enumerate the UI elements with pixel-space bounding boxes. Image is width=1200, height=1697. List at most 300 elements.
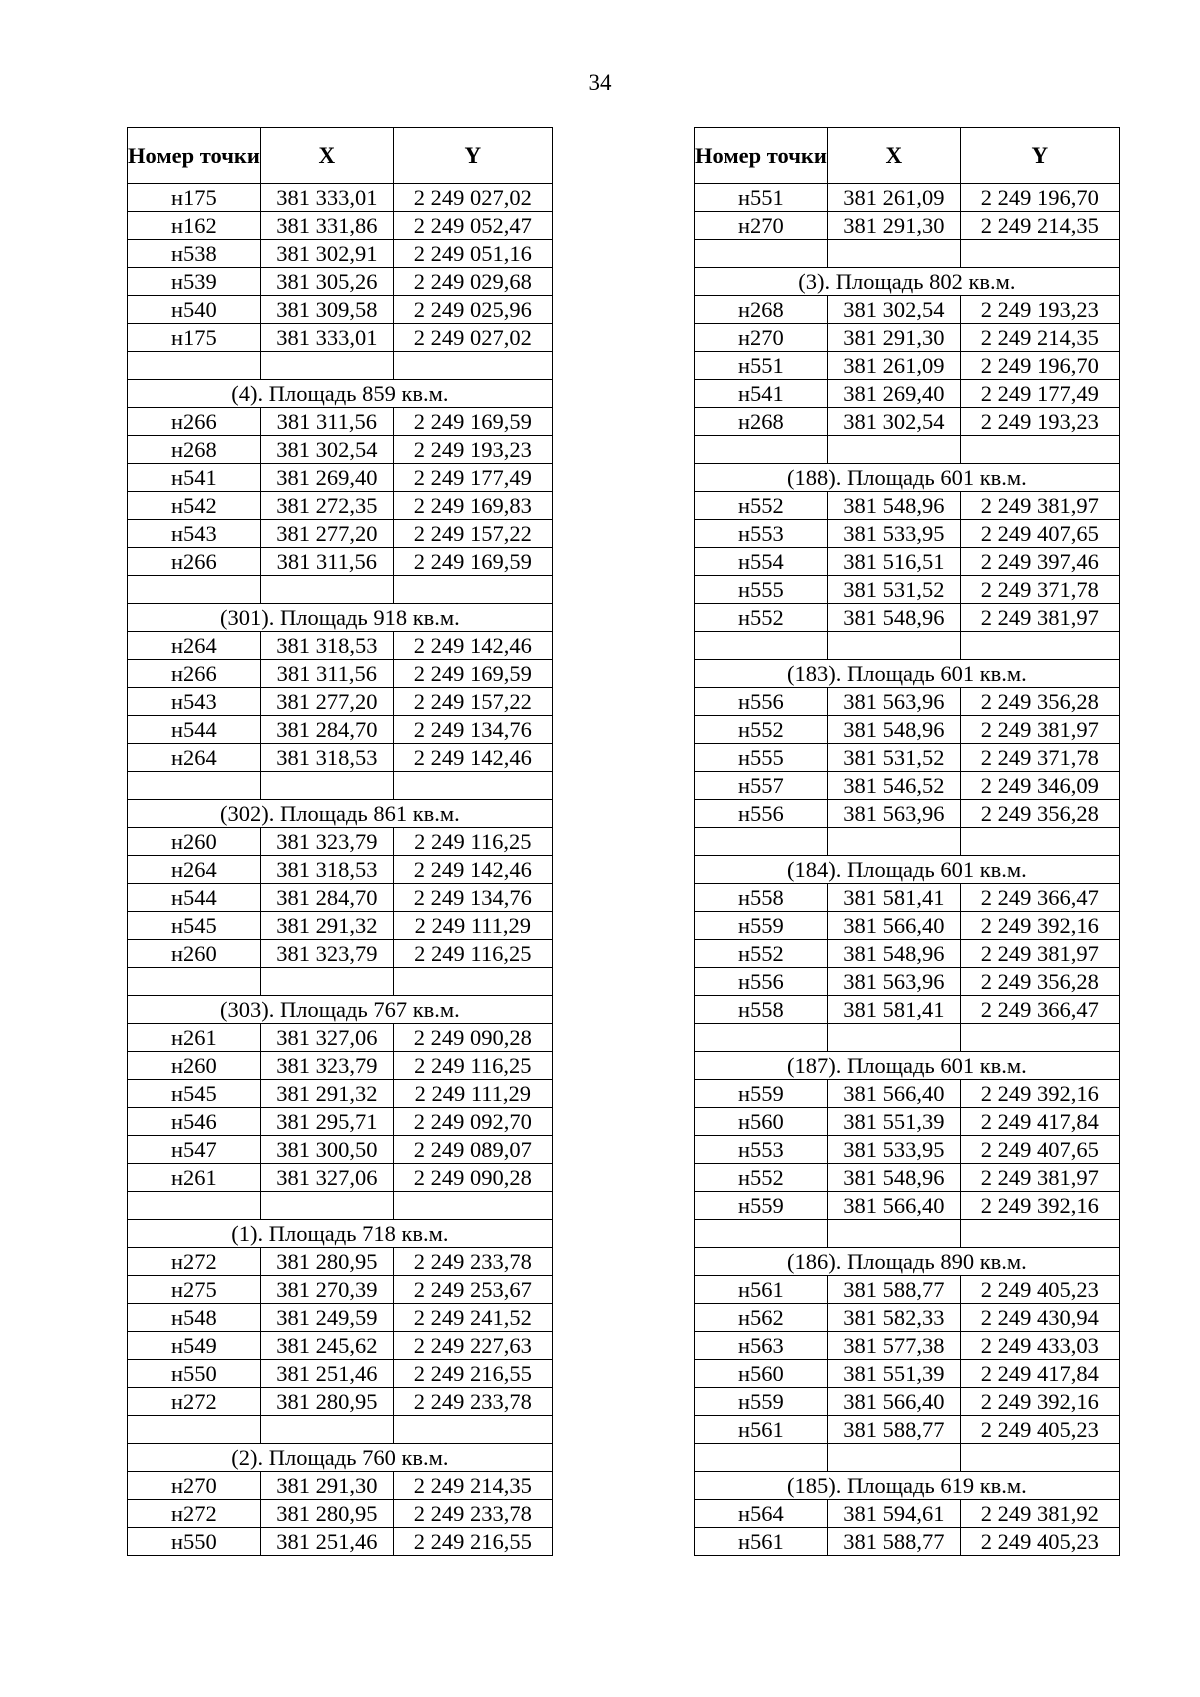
table-row xyxy=(128,296,553,324)
table-row xyxy=(128,1500,553,1528)
y-coordinate-cell: 2 249 196,70 xyxy=(960,184,1119,212)
empty-cell xyxy=(827,828,960,856)
y-coordinate-cell: 2 249 417,84 xyxy=(960,1108,1119,1136)
point-number-cell: н175 xyxy=(128,184,261,212)
x-coordinate-cell: 381 563,96 xyxy=(827,800,960,828)
empty-cell xyxy=(393,352,552,380)
point-number-cell: н563 xyxy=(695,1332,828,1360)
point-number-cell: н552 xyxy=(695,604,828,632)
section-title-row xyxy=(128,1444,553,1472)
y-coordinate-cell: 2 249 433,03 xyxy=(960,1332,1119,1360)
point-number-cell: н558 xyxy=(695,996,828,1024)
x-coordinate-cell: 381 581,41 xyxy=(827,884,960,912)
x-coordinate-cell: 381 548,96 xyxy=(827,716,960,744)
header-x: X xyxy=(260,128,393,184)
point-number-cell: н541 xyxy=(695,380,828,408)
point-number-cell: н551 xyxy=(695,184,828,212)
point-number-cell: н551 xyxy=(695,352,828,380)
section-title-row xyxy=(128,380,553,408)
x-coordinate-cell: 381 323,79 xyxy=(260,1052,393,1080)
point-number-cell: н546 xyxy=(128,1108,261,1136)
x-coordinate-cell: 381 277,20 xyxy=(260,688,393,716)
y-coordinate-cell: 2 249 397,46 xyxy=(960,548,1119,576)
y-coordinate-cell: 2 249 356,28 xyxy=(960,968,1119,996)
y-coordinate-cell: 2 249 417,84 xyxy=(960,1360,1119,1388)
x-coordinate-cell: 381 566,40 xyxy=(827,1388,960,1416)
section-title-row xyxy=(695,464,1120,492)
section-title: (2). Площадь 760 кв.м. xyxy=(128,1444,553,1472)
y-coordinate-cell: 2 249 227,63 xyxy=(393,1332,552,1360)
y-coordinate-cell: 2 249 214,35 xyxy=(960,212,1119,240)
y-coordinate-cell: 2 249 233,78 xyxy=(393,1500,552,1528)
y-coordinate-cell: 2 249 116,25 xyxy=(393,828,552,856)
point-number-cell: н547 xyxy=(128,1136,261,1164)
table-row xyxy=(695,800,1120,828)
point-number-cell: н561 xyxy=(695,1528,828,1556)
x-coordinate-cell: 381 311,56 xyxy=(260,660,393,688)
table-row xyxy=(695,1192,1120,1220)
header-x: X xyxy=(827,128,960,184)
section-title-row xyxy=(695,1248,1120,1276)
y-coordinate-cell: 2 249 169,59 xyxy=(393,548,552,576)
empty-row xyxy=(695,1444,1120,1472)
x-coordinate-cell: 381 251,46 xyxy=(260,1528,393,1556)
x-coordinate-cell: 381 295,71 xyxy=(260,1108,393,1136)
y-coordinate-cell: 2 249 027,02 xyxy=(393,184,552,212)
empty-row xyxy=(695,828,1120,856)
point-number-cell: н266 xyxy=(128,660,261,688)
point-number-cell: н541 xyxy=(128,464,261,492)
x-coordinate-cell: 381 291,32 xyxy=(260,912,393,940)
table-row xyxy=(128,912,553,940)
x-coordinate-cell: 381 531,52 xyxy=(827,744,960,772)
y-coordinate-cell: 2 249 134,76 xyxy=(393,716,552,744)
point-number-cell: н545 xyxy=(128,912,261,940)
empty-row xyxy=(128,968,553,996)
y-coordinate-cell: 2 249 092,70 xyxy=(393,1108,552,1136)
x-coordinate-cell: 381 318,53 xyxy=(260,744,393,772)
y-coordinate-cell: 2 249 214,35 xyxy=(960,324,1119,352)
table-row xyxy=(128,1360,553,1388)
x-coordinate-cell: 381 566,40 xyxy=(827,1080,960,1108)
x-coordinate-cell: 381 548,96 xyxy=(827,604,960,632)
table-row xyxy=(128,1164,553,1192)
empty-cell xyxy=(260,772,393,800)
section-title-row xyxy=(695,1052,1120,1080)
section-title-row xyxy=(128,800,553,828)
empty-cell xyxy=(695,1444,828,1472)
point-number-cell: н556 xyxy=(695,968,828,996)
empty-cell xyxy=(827,1024,960,1052)
table-row xyxy=(695,1276,1120,1304)
y-coordinate-cell: 2 249 405,23 xyxy=(960,1528,1119,1556)
table-row xyxy=(128,1332,553,1360)
table-row xyxy=(128,1024,553,1052)
table-row xyxy=(128,408,553,436)
y-coordinate-cell: 2 249 090,28 xyxy=(393,1164,552,1192)
table-row xyxy=(695,1108,1120,1136)
empty-cell xyxy=(827,240,960,268)
y-coordinate-cell: 2 249 381,97 xyxy=(960,492,1119,520)
point-number-cell: н552 xyxy=(695,1164,828,1192)
x-coordinate-cell: 381 548,96 xyxy=(827,1164,960,1192)
point-number-cell: н555 xyxy=(695,576,828,604)
x-coordinate-cell: 381 566,40 xyxy=(827,1192,960,1220)
point-number-cell: н538 xyxy=(128,240,261,268)
x-coordinate-cell: 381 551,39 xyxy=(827,1108,960,1136)
x-coordinate-cell: 381 311,56 xyxy=(260,408,393,436)
x-coordinate-cell: 381 280,95 xyxy=(260,1500,393,1528)
table-row xyxy=(128,1472,553,1500)
y-coordinate-cell: 2 249 142,46 xyxy=(393,744,552,772)
point-number-cell: н550 xyxy=(128,1528,261,1556)
table-row xyxy=(128,548,553,576)
y-coordinate-cell: 2 249 241,52 xyxy=(393,1304,552,1332)
y-coordinate-cell: 2 249 381,97 xyxy=(960,940,1119,968)
table-row xyxy=(128,492,553,520)
empty-cell xyxy=(260,576,393,604)
x-coordinate-cell: 381 594,61 xyxy=(827,1500,960,1528)
x-coordinate-cell: 381 309,58 xyxy=(260,296,393,324)
table-row xyxy=(695,1416,1120,1444)
x-coordinate-cell: 381 533,95 xyxy=(827,1136,960,1164)
y-coordinate-cell: 2 249 116,25 xyxy=(393,940,552,968)
x-coordinate-cell: 381 546,52 xyxy=(827,772,960,800)
table-row xyxy=(695,996,1120,1024)
x-coordinate-cell: 381 331,86 xyxy=(260,212,393,240)
empty-cell xyxy=(128,576,261,604)
y-coordinate-cell: 2 249 051,16 xyxy=(393,240,552,268)
point-number-cell: н553 xyxy=(695,1136,828,1164)
empty-row xyxy=(695,436,1120,464)
x-coordinate-cell: 381 311,56 xyxy=(260,548,393,576)
y-coordinate-cell: 2 249 027,02 xyxy=(393,324,552,352)
section-title-row xyxy=(695,856,1120,884)
header-point-number: Номер точки xyxy=(695,128,828,184)
table-row xyxy=(128,1304,553,1332)
table-row xyxy=(128,828,553,856)
y-coordinate-cell: 2 249 392,16 xyxy=(960,912,1119,940)
point-number-cell: н559 xyxy=(695,912,828,940)
x-coordinate-cell: 381 280,95 xyxy=(260,1248,393,1276)
table-row xyxy=(695,184,1120,212)
x-coordinate-cell: 381 318,53 xyxy=(260,856,393,884)
y-coordinate-cell: 2 249 356,28 xyxy=(960,688,1119,716)
table-row xyxy=(128,1080,553,1108)
point-number-cell: н266 xyxy=(128,408,261,436)
empty-cell xyxy=(695,828,828,856)
table-row xyxy=(128,240,553,268)
y-coordinate-cell: 2 249 052,47 xyxy=(393,212,552,240)
empty-cell xyxy=(960,828,1119,856)
table-row xyxy=(695,576,1120,604)
section-title: (1). Площадь 718 кв.м. xyxy=(128,1220,553,1248)
section-title-row xyxy=(695,1472,1120,1500)
point-number-cell: н264 xyxy=(128,856,261,884)
table-row xyxy=(128,436,553,464)
empty-cell xyxy=(960,1444,1119,1472)
table-row xyxy=(128,660,553,688)
point-number-cell: н272 xyxy=(128,1500,261,1528)
table-row xyxy=(128,1388,553,1416)
table-row xyxy=(128,464,553,492)
section-title: (188). Площадь 601 кв.м. xyxy=(695,464,1120,492)
x-coordinate-cell: 381 588,77 xyxy=(827,1276,960,1304)
point-number-cell: н553 xyxy=(695,520,828,548)
empty-cell xyxy=(128,1192,261,1220)
y-coordinate-cell: 2 249 193,23 xyxy=(393,436,552,464)
x-coordinate-cell: 381 291,30 xyxy=(260,1472,393,1500)
point-number-cell: н270 xyxy=(128,1472,261,1500)
y-coordinate-cell: 2 249 111,29 xyxy=(393,1080,552,1108)
y-coordinate-cell: 2 249 142,46 xyxy=(393,856,552,884)
x-coordinate-cell: 381 291,30 xyxy=(827,212,960,240)
y-coordinate-cell: 2 249 142,46 xyxy=(393,632,552,660)
empty-cell xyxy=(960,1220,1119,1248)
point-number-cell: н270 xyxy=(695,324,828,352)
table-row xyxy=(695,604,1120,632)
x-coordinate-cell: 381 548,96 xyxy=(827,492,960,520)
table-row xyxy=(695,688,1120,716)
table-row xyxy=(128,1052,553,1080)
x-coordinate-cell: 381 566,40 xyxy=(827,912,960,940)
section-title: (187). Площадь 601 кв.м. xyxy=(695,1052,1120,1080)
y-coordinate-cell: 2 249 407,65 xyxy=(960,1136,1119,1164)
x-coordinate-cell: 381 302,91 xyxy=(260,240,393,268)
y-coordinate-cell: 2 249 405,23 xyxy=(960,1276,1119,1304)
empty-row xyxy=(128,1416,553,1444)
table-row xyxy=(695,212,1120,240)
section-title: (185). Площадь 619 кв.м. xyxy=(695,1472,1120,1500)
table-row xyxy=(128,520,553,548)
table-row xyxy=(128,1248,553,1276)
point-number-cell: н560 xyxy=(695,1108,828,1136)
point-number-cell: н559 xyxy=(695,1080,828,1108)
x-coordinate-cell: 381 261,09 xyxy=(827,352,960,380)
point-number-cell: н272 xyxy=(128,1248,261,1276)
section-title: (186). Площадь 890 кв.м. xyxy=(695,1248,1120,1276)
y-coordinate-cell: 2 249 233,78 xyxy=(393,1248,552,1276)
point-number-cell: н556 xyxy=(695,688,828,716)
table-row xyxy=(695,1388,1120,1416)
x-coordinate-cell: 381 305,26 xyxy=(260,268,393,296)
y-coordinate-cell: 2 249 089,07 xyxy=(393,1136,552,1164)
table-row xyxy=(128,1528,553,1556)
point-number-cell: н556 xyxy=(695,800,828,828)
point-number-cell: н264 xyxy=(128,744,261,772)
x-coordinate-cell: 381 323,79 xyxy=(260,940,393,968)
point-number-cell: н543 xyxy=(128,520,261,548)
table-row xyxy=(128,1108,553,1136)
y-coordinate-cell: 2 249 169,59 xyxy=(393,660,552,688)
point-number-cell: н162 xyxy=(128,212,261,240)
point-number-cell: н550 xyxy=(128,1360,261,1388)
point-number-cell: н557 xyxy=(695,772,828,800)
y-coordinate-cell: 2 249 177,49 xyxy=(393,464,552,492)
x-coordinate-cell: 381 533,95 xyxy=(827,520,960,548)
table-row xyxy=(695,324,1120,352)
x-coordinate-cell: 381 548,96 xyxy=(827,940,960,968)
y-coordinate-cell: 2 249 381,97 xyxy=(960,1164,1119,1192)
y-coordinate-cell: 2 249 392,16 xyxy=(960,1080,1119,1108)
y-coordinate-cell: 2 249 407,65 xyxy=(960,520,1119,548)
empty-cell xyxy=(393,1416,552,1444)
y-coordinate-cell: 2 249 381,97 xyxy=(960,604,1119,632)
table-row xyxy=(128,184,553,212)
coordinates-table-left xyxy=(127,127,553,1556)
y-coordinate-cell: 2 249 430,94 xyxy=(960,1304,1119,1332)
point-number-cell: н543 xyxy=(128,688,261,716)
y-coordinate-cell: 2 249 371,78 xyxy=(960,744,1119,772)
x-coordinate-cell: 381 302,54 xyxy=(827,296,960,324)
y-coordinate-cell: 2 249 157,22 xyxy=(393,520,552,548)
point-number-cell: н268 xyxy=(695,296,828,324)
table-header-row xyxy=(128,128,553,184)
point-number-cell: н559 xyxy=(695,1388,828,1416)
section-title: (4). Площадь 859 кв.м. xyxy=(128,380,553,408)
x-coordinate-cell: 381 291,32 xyxy=(260,1080,393,1108)
table-row xyxy=(695,380,1120,408)
empty-cell xyxy=(393,772,552,800)
y-coordinate-cell: 2 249 193,23 xyxy=(960,296,1119,324)
y-coordinate-cell: 2 249 193,23 xyxy=(960,408,1119,436)
point-number-cell: н268 xyxy=(695,408,828,436)
point-number-cell: н264 xyxy=(128,632,261,660)
point-number-cell: н554 xyxy=(695,548,828,576)
table-row xyxy=(695,408,1120,436)
empty-cell xyxy=(695,1024,828,1052)
y-coordinate-cell: 2 249 366,47 xyxy=(960,996,1119,1024)
table-row xyxy=(128,1276,553,1304)
point-number-cell: н260 xyxy=(128,1052,261,1080)
point-number-cell: н552 xyxy=(695,492,828,520)
table-row xyxy=(695,1360,1120,1388)
table-row xyxy=(695,940,1120,968)
header-point-number: Номер точки xyxy=(128,128,261,184)
table-row xyxy=(695,1136,1120,1164)
y-coordinate-cell: 2 249 392,16 xyxy=(960,1388,1119,1416)
table-row xyxy=(128,632,553,660)
header-y: Y xyxy=(960,128,1119,184)
x-coordinate-cell: 381 327,06 xyxy=(260,1164,393,1192)
table-row xyxy=(128,884,553,912)
table-row xyxy=(695,1332,1120,1360)
empty-row xyxy=(695,1220,1120,1248)
y-coordinate-cell: 2 249 346,09 xyxy=(960,772,1119,800)
empty-cell xyxy=(695,1220,828,1248)
y-coordinate-cell: 2 249 216,55 xyxy=(393,1360,552,1388)
coordinates-table-right xyxy=(694,127,1120,1556)
empty-row xyxy=(695,240,1120,268)
table-row xyxy=(695,1164,1120,1192)
y-coordinate-cell: 2 249 371,78 xyxy=(960,576,1119,604)
empty-cell xyxy=(393,1192,552,1220)
y-coordinate-cell: 2 249 356,28 xyxy=(960,800,1119,828)
empty-row xyxy=(695,632,1120,660)
table-row xyxy=(695,772,1120,800)
table-row xyxy=(695,912,1120,940)
empty-cell xyxy=(960,632,1119,660)
empty-cell xyxy=(827,1444,960,1472)
x-coordinate-cell: 381 551,39 xyxy=(827,1360,960,1388)
x-coordinate-cell: 381 270,39 xyxy=(260,1276,393,1304)
empty-cell xyxy=(827,1220,960,1248)
table-row xyxy=(128,940,553,968)
x-coordinate-cell: 381 531,52 xyxy=(827,576,960,604)
section-title: (303). Площадь 767 кв.м. xyxy=(128,996,553,1024)
empty-cell xyxy=(960,436,1119,464)
table-row xyxy=(128,268,553,296)
x-coordinate-cell: 381 261,09 xyxy=(827,184,960,212)
point-number-cell: н560 xyxy=(695,1360,828,1388)
x-coordinate-cell: 381 284,70 xyxy=(260,716,393,744)
section-title-row xyxy=(128,996,553,1024)
table-row xyxy=(695,1080,1120,1108)
section-title: (3). Площадь 802 кв.м. xyxy=(695,268,1120,296)
x-coordinate-cell: 381 323,79 xyxy=(260,828,393,856)
table-row xyxy=(695,352,1120,380)
table-row xyxy=(128,744,553,772)
y-coordinate-cell: 2 249 111,29 xyxy=(393,912,552,940)
empty-cell xyxy=(960,240,1119,268)
table-row xyxy=(695,716,1120,744)
empty-row xyxy=(695,1024,1120,1052)
point-number-cell: н561 xyxy=(695,1276,828,1304)
point-number-cell: н559 xyxy=(695,1192,828,1220)
x-coordinate-cell: 381 333,01 xyxy=(260,324,393,352)
point-number-cell: н544 xyxy=(128,884,261,912)
x-coordinate-cell: 381 302,54 xyxy=(827,408,960,436)
point-number-cell: н552 xyxy=(695,940,828,968)
header-y: Y xyxy=(393,128,552,184)
empty-cell xyxy=(695,436,828,464)
y-coordinate-cell: 2 249 214,35 xyxy=(393,1472,552,1500)
table-row xyxy=(128,324,553,352)
y-coordinate-cell: 2 249 253,67 xyxy=(393,1276,552,1304)
table-row xyxy=(695,548,1120,576)
point-number-cell: н552 xyxy=(695,716,828,744)
x-coordinate-cell: 381 249,59 xyxy=(260,1304,393,1332)
x-coordinate-cell: 381 327,06 xyxy=(260,1024,393,1052)
x-coordinate-cell: 381 269,40 xyxy=(260,464,393,492)
empty-cell xyxy=(128,352,261,380)
table-row xyxy=(695,1304,1120,1332)
empty-cell xyxy=(260,352,393,380)
x-coordinate-cell: 381 245,62 xyxy=(260,1332,393,1360)
table-header-row xyxy=(695,128,1120,184)
empty-cell xyxy=(695,632,828,660)
table-row xyxy=(128,212,553,240)
empty-row xyxy=(128,352,553,380)
empty-cell xyxy=(128,1416,261,1444)
y-coordinate-cell: 2 249 196,70 xyxy=(960,352,1119,380)
point-number-cell: н561 xyxy=(695,1416,828,1444)
table-row xyxy=(695,492,1120,520)
empty-row xyxy=(128,1192,553,1220)
table-row xyxy=(128,716,553,744)
point-number-cell: н261 xyxy=(128,1164,261,1192)
x-coordinate-cell: 381 577,38 xyxy=(827,1332,960,1360)
point-number-cell: н266 xyxy=(128,548,261,576)
y-coordinate-cell: 2 249 392,16 xyxy=(960,1192,1119,1220)
empty-cell xyxy=(128,968,261,996)
table-row xyxy=(695,744,1120,772)
point-number-cell: н260 xyxy=(128,828,261,856)
page-number: 34 xyxy=(588,70,612,95)
x-coordinate-cell: 381 272,35 xyxy=(260,492,393,520)
y-coordinate-cell: 2 249 029,68 xyxy=(393,268,552,296)
empty-cell xyxy=(827,632,960,660)
